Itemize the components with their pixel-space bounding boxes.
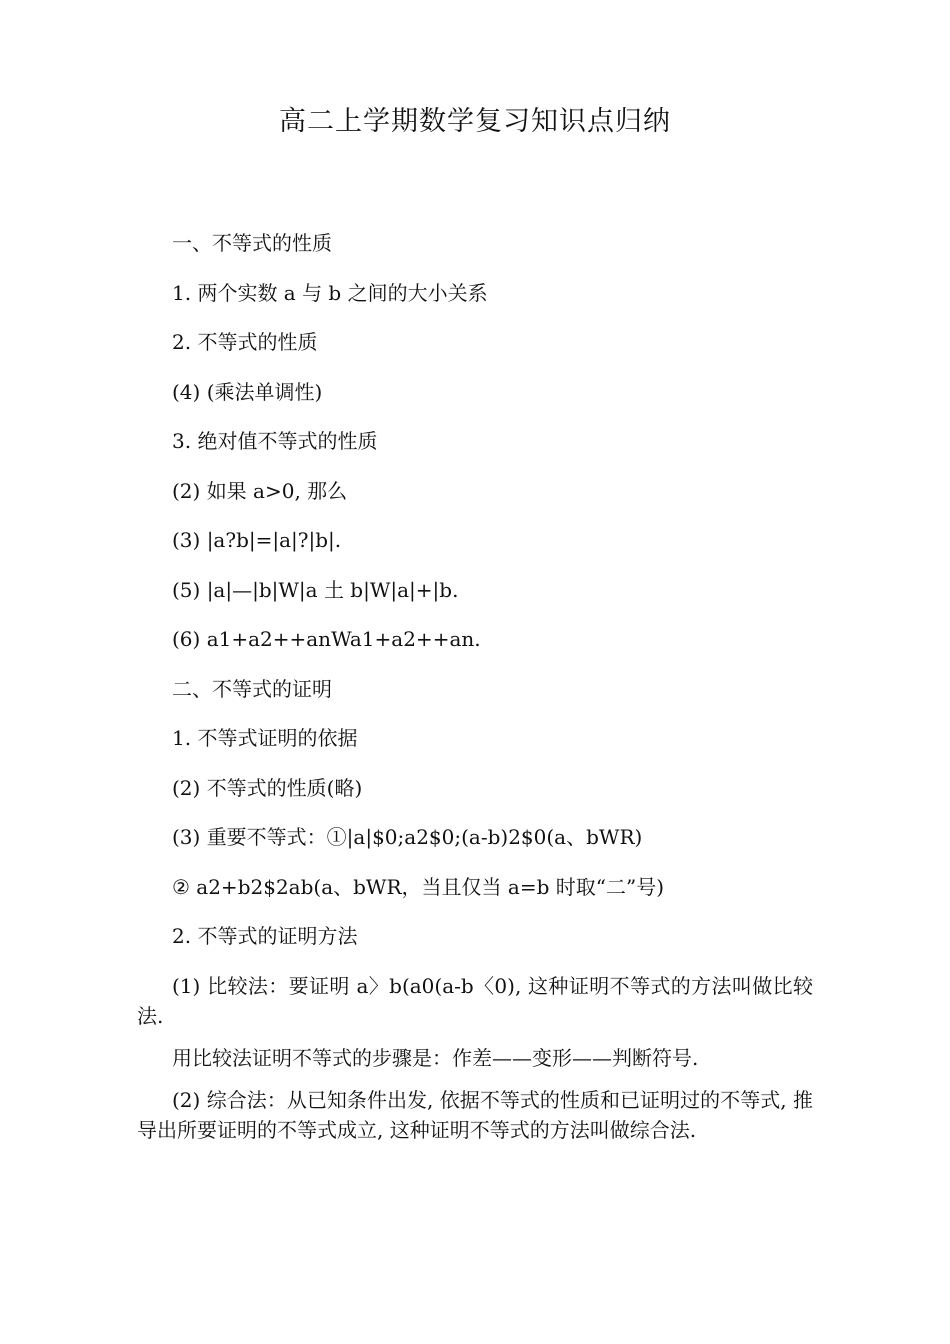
text-line: 1. 两个实数 a 与 b 之间的大小关系 [172,280,488,305]
text-line: 3. 绝对值不等式的性质 [172,429,378,453]
text-line: 2. 不等式的性质 [172,330,318,354]
text-line: (6) a1+a2++anWa1+a2++an. [172,627,481,651]
text-line: (2) 不等式的性质(略) [172,775,363,800]
text-line: ② a2+b2$2ab(a、bWR，当且仅当 a=b 时取“二”号) [172,874,664,899]
paragraph-comparison-method: (1) 比较法：要证明 a〉b(a0(a-b〈0), 这种证明不等式的方法叫做比较法. [137,973,813,1028]
paragraph-comparison-steps: 用比较法证明不等式的步骤是：作差——变形——判断符号. [172,1045,699,1070]
text-line: 1. 不等式证明的依据 [172,726,358,750]
section-heading-inequality-properties: 一、不等式的性质 [172,231,332,255]
text-line: 2. 不等式的证明方法 [172,924,358,948]
document-title: 高二上学期数学复习知识点归纳 [279,106,671,137]
text-line: (3) 重要不等式：①|a|$0;a2$0;(a-b)2$0(a、bWR) [172,825,643,849]
section-heading-inequality-proof: 二、不等式的证明 [172,676,332,701]
text-line: (4) (乘法单调性) [172,379,323,404]
document-body [137,228,813,1164]
paragraph-synthesis-method: (2) 综合法：从已知条件出发, 依据不等式的性质和已证明过的不等式, 推导出所要证明的不等式成立, 这种证明不等式的方法叫做综合法. [137,1087,813,1142]
text-line: (2) 如果 a>0, 那么 [172,478,348,503]
text-line: (3) |a?b|=|a|?|b|. [172,528,342,552]
text-line: (5) |a|—|b|W|a 土 b|W|a|+|b. [172,577,459,602]
